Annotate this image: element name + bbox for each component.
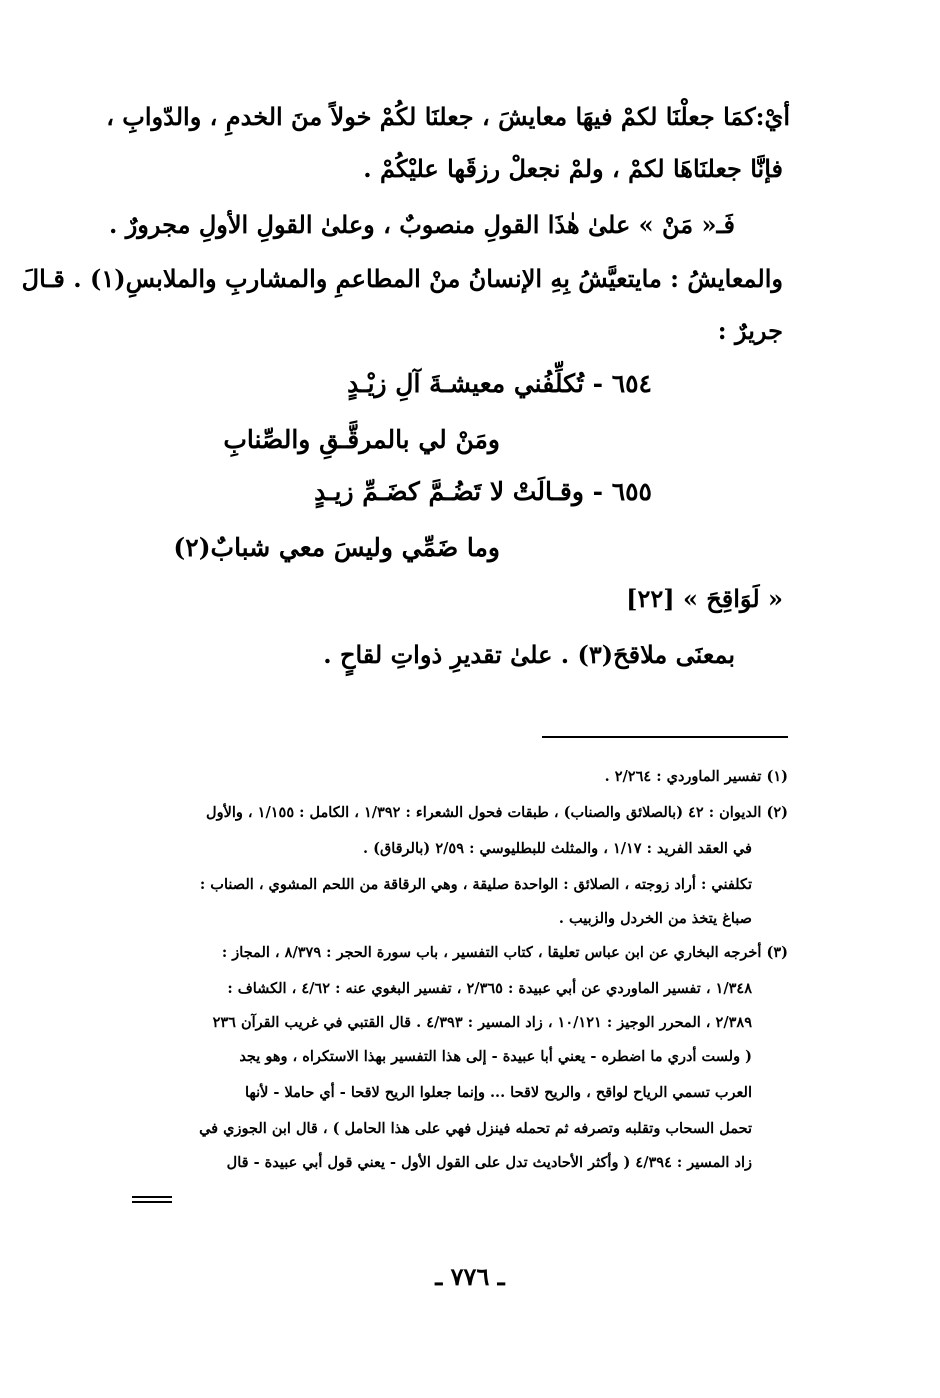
page-number: ـ ٧٧٦ ـ xyxy=(435,1262,505,1291)
body-line-2: فإنَّا جعلنَاهَا لكمْ ، ولمْ نجعلْ رزقَها عليْكُمْ . xyxy=(363,154,783,183)
footnote-line-3: في العقد الفريد : ١/١٧ ، والمثلث للبطليوسي : ٢/٥٩ (بالرقاق) . xyxy=(363,840,752,857)
body-line-3: فَـ« مَنْ » علىٰ هٰذَا القولِ منصوبٌ ، وعلىٰ القولِ الأولِ مجرورٌ . xyxy=(108,210,735,239)
body-line-5: جريرٌ : xyxy=(717,316,783,345)
footnote-line-11: تحمل السحاب وتقلبه وتصرفه ثم تحمله فينزل فهي على هذا الحامل ) ، قال ابن الجوزي في xyxy=(199,1120,752,1137)
footnote-line-6: (٣) أخرجه البخاري عن ابن عباس تعليقا ، كتاب التفسير ، باب سورة الحجر : ٨/٣٧٩ ، المجاز : xyxy=(221,944,788,961)
entry-meaning-line: بمعنَى ملاقحَ(٣) . علىٰ تقديرِ ذواتِ لقاحٍ . xyxy=(323,640,735,669)
continuation-rule-bottom xyxy=(132,1201,172,1203)
continuation-rule-top xyxy=(132,1196,172,1198)
entry-word-line: « لَوَاقِحَ » [٢٢] xyxy=(626,584,783,613)
verse-654-second-hemistich: ومَنْ لي بالمرقَّـقِ والصِّنابِ xyxy=(223,425,500,454)
footnote-line-12: زاد المسير : ٤/٣٩٤ ( وأكثر الأحاديث تدل على القول الأول - يعني قول أبي عبيدة - قال xyxy=(226,1154,752,1171)
footnote-line-7: ١/٣٤٨ ، تفسير الماوردي عن أبي عبيدة : ٢/٣٦٥ ، تفسير البغوي عنه : ٤/٦٢ ، الكشاف : xyxy=(227,980,752,997)
footnote-line-4: تكلفني : أراد زوجته ، الصلائق : الواحدة صليقة ، وهي الرقاقة من اللحم المشوي ، الصناب : xyxy=(199,876,752,893)
body-line-4: والمعايشُ : مايتعيَّشُ بِهِ الإنسانُ منْ المطاعمِ والمشاربِ والملابسِ(١) . قـالَ xyxy=(21,264,783,293)
verse-655-second-hemistich: وما ضَمِّي وليسَ معي شبابٌ(٢) xyxy=(173,533,500,562)
footnote-line-5: صباغ يتخذ من الخردل والزبيب . xyxy=(558,910,752,927)
footnote-line-9: ( ولست أدري ما اضطره - يعني أبا عبيدة - إلى هذا التفسير بهذا الاستكراه ، وهو يجد xyxy=(239,1048,752,1065)
verse-655-first-hemistich: ٦٥٥ - وقـالَتْ لا تَضُـمَّ كضَـمِّ زيـدٍ xyxy=(314,477,652,506)
footnote-line-1: (١) تفسير الماوردي : ٢/٢٦٤ . xyxy=(604,768,788,785)
footnote-line-2: (٢) الديوان : ٤٢ (بالصلائق والصناب) ، طبقات فحول الشعراء : ١/٣٩٢ ، الكامل : ١/١٥٥ ، والأول xyxy=(206,804,788,821)
footnote-line-10: العرب تسمي الرياح لواقح ، والريح لاقحا ... وإنما جعلوا الريح لاقحا - أي حاملا - لأنها xyxy=(244,1084,752,1101)
verse-654-first-hemistich: ٦٥٤ - تُكلِّفُني معيشـةَ آلِ زيْـدٍ xyxy=(347,369,652,398)
footnote-line-8: ٢/٣٨٩ ، المحرر الوجيز : ١٠/١٢١ ، زاد المسير : ٤/٣٩٣ . قال القتبي في غريب القرآن ٢٣٦ xyxy=(212,1014,752,1031)
body-line-1: أيْ:كمَا جعلْنَا لكمْ فيهَا معايشَ ، جعلنَا لكُمْ خولاً منَ الخدمِ ، والدّوابِ ، xyxy=(106,102,790,131)
footnote-separator xyxy=(542,736,788,738)
